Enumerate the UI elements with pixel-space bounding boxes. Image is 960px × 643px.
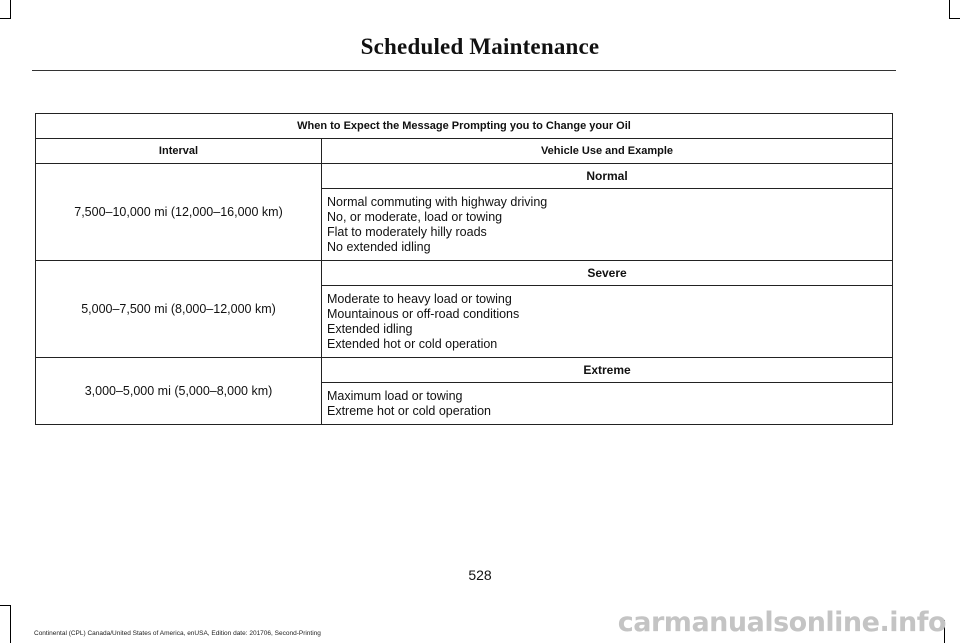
conditions-cell [322, 383, 893, 425]
condition-item: Mountainous or off-road conditions [327, 307, 520, 321]
condition-item: Extended idling [327, 322, 413, 336]
crop-mark-top-right-v [949, 0, 950, 18]
oil-change-table [35, 113, 893, 425]
page-title: Scheduled Maintenance [360, 34, 600, 59]
condition-item: Normal commuting with highway driving [327, 195, 548, 209]
interval-cell: 7,500–10,000 mi (12,000–16,000 km) [36, 164, 322, 261]
category-cell: Severe [322, 261, 893, 286]
condition-item: Extreme hot or cold operation [327, 404, 491, 418]
crop-mark-bottom-left-h [0, 605, 11, 606]
condition-item: Maximum load or towing [327, 389, 463, 403]
interval-cell: 5,000–7,500 mi (8,000–12,000 km) [36, 261, 322, 358]
conditions-cell [322, 189, 893, 261]
column-header-interval: Interval [36, 139, 322, 164]
crop-mark-bottom-left-v [10, 605, 11, 643]
table-row [36, 261, 893, 286]
condition-item: No, or moderate, load or towing [327, 210, 503, 224]
category-cell: Extreme [322, 358, 893, 383]
condition-item: Extended hot or cold operation [327, 337, 498, 351]
site-watermark[interactable]: carmanualsonline.info [617, 607, 946, 638]
crop-mark-top-left-v [10, 0, 11, 18]
table-row [36, 164, 893, 189]
crop-mark-top-right-h [949, 18, 960, 19]
interval-cell: 3,000–5,000 mi (5,000–8,000 km) [36, 358, 322, 425]
column-header-vehicle-use: Vehicle Use and Example [322, 139, 893, 164]
condition-item: No extended idling [327, 240, 431, 254]
title-divider [32, 70, 896, 71]
table-caption: When to Expect the Message Prompting you to Change your Oil [36, 114, 893, 139]
condition-item: Moderate to heavy load or towing [327, 292, 512, 306]
category-cell: Normal [322, 164, 893, 189]
page-number: 528 [468, 567, 492, 583]
conditions-cell [322, 286, 893, 358]
edition-footer: Continental (CPL) Canada/United States of America, enUSA, Edition date: 201706, Second-Printing [34, 630, 321, 637]
table-row [36, 358, 893, 383]
condition-item: Flat to moderately hilly roads [327, 225, 487, 239]
crop-mark-top-left-h [0, 18, 11, 19]
